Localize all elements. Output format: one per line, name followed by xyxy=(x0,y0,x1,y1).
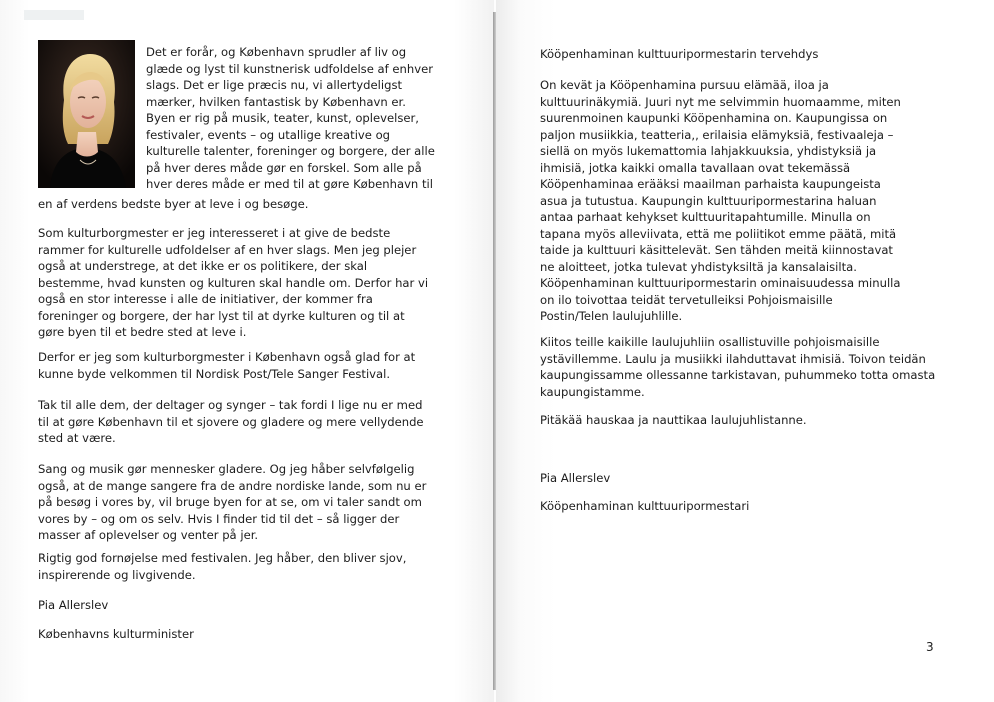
text-line: kaupungistamme. xyxy=(540,384,645,399)
signature-title xyxy=(38,626,194,643)
text-line: Sang og musik gør mennesker gladere. Og jeg håber selvfølgelig xyxy=(38,462,415,476)
paragraph-4 xyxy=(38,397,424,447)
right-paragraph-2 xyxy=(540,334,935,400)
text-line: Det er forår, og København sprudler af liv og xyxy=(146,45,407,59)
text-line: Pitäkää hauskaa ja nauttikaa laulujuhlistanne. xyxy=(540,413,807,427)
text-line: inspirerende og livgivende. xyxy=(38,567,196,582)
text-line: suurenmoinen kaupunki Kööpenhamina on. Kaupungissa on xyxy=(540,111,888,125)
text-line: vores by – og om os selv. Hvis I finder tid til det – så ligger der xyxy=(38,511,400,526)
text-line: siellä on myös lukemattomia lahjakkuuksia, yhdistyksiä ja xyxy=(540,144,877,158)
text-line: på besøg i vores by, vil bruge byen for at se, om vi taler sandt om xyxy=(38,495,422,509)
text-line: Derfor er jeg som kulturborgmester i København også glad for at xyxy=(38,350,416,364)
text-line: Kööpenhaminaa erääksi maailman parhaista kaupungeista xyxy=(540,177,881,191)
text-line: også, at de mange sangere fra de andre nordiske lande, som nu er xyxy=(38,478,427,493)
text-line: antaa parhaat kehykset kulttuuritapahtumille. Minulla on xyxy=(540,210,871,224)
text-line: sted at være. xyxy=(38,431,116,445)
text-line: mærker, hvilken fantastisk by København er. xyxy=(146,94,406,109)
scan-shadow xyxy=(24,10,84,20)
right-signature-name xyxy=(540,470,610,487)
text-line: gøre byen til et bedre sted at leve i. xyxy=(38,325,247,339)
text-line: Rigtig god fornøjelse med festivalen. Jeg håber, den bliver sjov, xyxy=(38,551,407,565)
text-line: også at understrege, at det ikke er os politikere, der skal xyxy=(38,259,368,273)
text-line: også en stor interesse i alle de initiativer, der kommer fra xyxy=(38,292,373,306)
text-line: ystävillemme. Laulu ja musiikki ilahduttavat ihmisiä. Toivon teidän xyxy=(540,351,926,366)
text-line: kulturelle talenter, foreninger og borgere, der alle xyxy=(146,144,435,158)
intro-paragraph xyxy=(146,44,435,193)
text-line: på hver deres måde gør en forskel. Som alle på xyxy=(146,160,422,175)
right-paragraph-3 xyxy=(540,412,807,429)
left-page xyxy=(0,0,494,702)
text-line: kaupungissamme ollessanne tarkistavan, puhummeko totta omasta xyxy=(540,368,936,382)
text-line: Københavns kulturminister xyxy=(38,627,194,641)
text-line: Kiitos teille kaikille laulujuhliin osallistuville pohjoismaisille xyxy=(540,335,880,349)
text-line: kulttuurinäkymiä. Juuri nyt me selvimmin huomaamme, miten xyxy=(540,94,901,109)
paragraph-3 xyxy=(38,349,415,382)
text-line: Kööpenhaminan kulttuuripormestari xyxy=(540,499,750,513)
text-line: Som kulturborgmester er jeg interesseret i at give de bedste xyxy=(38,226,391,240)
right-paragraph-1 xyxy=(540,77,901,325)
text-line: Byen er rig på musik, teater, kunst, oplevelser, xyxy=(146,111,419,125)
text-line: foreninger og borgere, der har lyst til at dyrke kulturen og til at xyxy=(38,308,405,323)
text-line: festivaler, events – og utallige kreative og xyxy=(146,127,391,142)
portrait-photo xyxy=(38,40,135,188)
text-line: glæde og lyst til kunstnerisk udfoldelse af enhver xyxy=(146,61,433,76)
text-line: til at gøre København til et sjovere og gladere og mere vellydende xyxy=(38,414,424,429)
paragraph-2 xyxy=(38,225,428,341)
text-line: Pia Allerslev xyxy=(540,471,611,485)
text-line: On kevät ja Kööpenhamina pursuu elämää, iloa ja xyxy=(540,78,829,92)
intro-last-line xyxy=(38,196,308,213)
text-line: rammer for kulturelle udfoldelser af en hver slags. Men jeg plejer xyxy=(38,242,417,257)
text-line: kunne byde velkommen til Nordisk Post/Tele Sanger Festival. xyxy=(38,366,391,381)
right-heading xyxy=(540,46,818,63)
text-line: Tak til alle dem, der deltager og synger – tak fordi I lige nu er med xyxy=(38,398,423,412)
signature-name xyxy=(38,597,108,614)
text-line: tapana myös alleviivata, että me poliitikot emme päätä, mitä xyxy=(540,226,897,241)
right-signature-title xyxy=(540,498,749,515)
text-line: on ilo toivottaa teidät tervetulleiksi Pohjoismaisille xyxy=(540,292,833,307)
text-line: ne aloitteet, jotka tulevat yhdistyksiltä ja kansalaisilta. xyxy=(540,259,857,274)
page-heading: Kööpenhaminan kulttuuripormestarin tervehdys xyxy=(540,47,819,61)
text-line: Postin/Telen laulujuhlille. xyxy=(540,309,683,323)
text-line: bestemme, hvad kunsten og kulturen skal handle om. Derfor har vi xyxy=(38,275,429,290)
page-number: 3 xyxy=(926,640,934,654)
text-line: masser af oplevelser og venter på jer. xyxy=(38,528,259,542)
paragraph-6 xyxy=(38,550,406,583)
text-line: ihmisiä, jotka kaikki omalla tavallaan ovat tekemässä xyxy=(540,160,851,175)
text-line: Kööpenhaminan kulttuuripormestarin ominaisuudessa minulla xyxy=(540,276,901,290)
text-line: paljon musiikkia, teatteria,, erilaisia elämyksiä, festivaaleja – xyxy=(540,127,894,142)
paragraph-5 xyxy=(38,461,426,544)
text-line: slags. Det er lige præcis nu, vi allertydeligst xyxy=(146,78,403,92)
text-line: asua ja tutustua. Kaupungin kulttuuripormestarina haluan xyxy=(540,193,877,208)
text-line: Pia Allerslev xyxy=(38,598,109,612)
text-line: hver deres måde er med til at gøre København til xyxy=(146,177,433,191)
text-line: en af verdens bedste byer at leve i og besøge. xyxy=(38,197,309,211)
text-line: taide ja kulttuuri käsittelevät. Sen tähden meitä kiinnostavat xyxy=(540,243,893,257)
